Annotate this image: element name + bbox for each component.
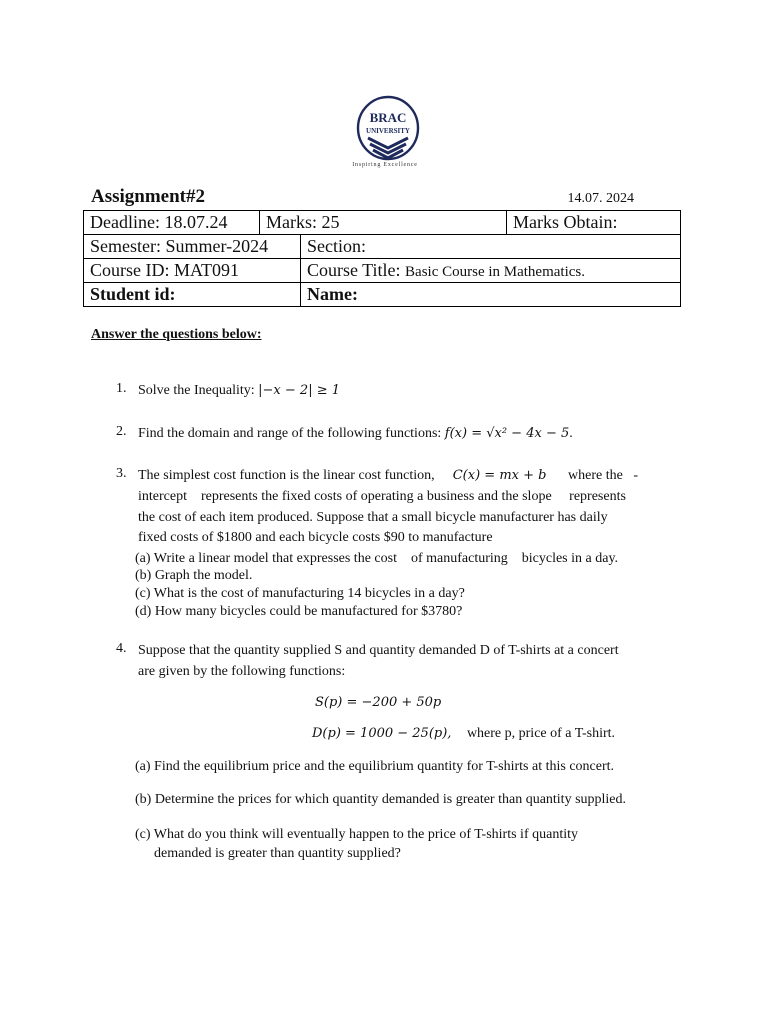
course-id-cell: Course ID: MAT091 <box>84 259 301 283</box>
course-title-cell <box>301 259 681 283</box>
semester-cell: Semester: Summer-2024 <box>84 235 301 259</box>
marks-cell: Marks: 25 <box>260 211 507 235</box>
question-4-line-2: are given by the following functions: <box>138 663 346 679</box>
logo-text-brac: BRAC <box>369 110 407 125</box>
table-row <box>84 211 681 235</box>
question-2 <box>138 424 638 445</box>
logo-emblem-icon <box>340 92 436 170</box>
question-4-line-1: Suppose that the quantity supplied S and quantity demanded D of T-shirts at a concert <box>138 643 619 658</box>
assignment-info-table <box>83 210 681 307</box>
question-1-math: |−x − 2| ≥ 1 <box>258 383 340 398</box>
question-1-number: 1. <box>116 381 127 396</box>
course-title-value: Basic Course in Mathematics. <box>405 264 585 280</box>
question-3-line-2: intercept represents the fixed costs of operating a business and the slope represents <box>138 488 626 504</box>
logo-text-university: UNIVERSITY <box>366 127 410 135</box>
question-3 <box>138 466 638 549</box>
question-3-part-b: (b) Graph the model. <box>135 568 253 583</box>
table-row <box>84 283 681 307</box>
question-3-line-1-b: where the - <box>564 468 638 483</box>
marks-obtain-cell: Marks Obtain: <box>507 211 681 235</box>
table-row <box>84 235 681 259</box>
demand-equation <box>312 726 615 742</box>
question-4 <box>138 641 638 683</box>
assignment-date: 14.07. 2024 <box>567 191 634 206</box>
course-title-label: Course Title: <box>307 260 406 280</box>
question-4-part-c: (c) What do you think will eventually happen to the price of T-shirts if quantity <box>135 827 578 842</box>
question-3-part-c: (c) What is the cost of manufacturing 14 bicycles in a day? <box>135 586 465 601</box>
logo-tagline: Inspiring Excellence <box>352 162 418 168</box>
question-3-line-3: the cost of each item produced. Suppose that a small bicycle manufacturer has daily <box>138 509 608 525</box>
demand-equation-math: D(p) = 1000 − 25(p), <box>312 726 452 741</box>
question-4-part-b: (b) Determine the prices for which quantity demanded is greater than quantity supplied. <box>135 792 627 807</box>
question-3-part-a: (a) Write a linear model that expresses the cost of manufacturing bicycles in a day. <box>135 551 619 566</box>
demand-equation-note: where p, price of a T-shirt. <box>466 726 616 741</box>
question-3-number: 3. <box>116 466 127 481</box>
question-2-end: . <box>569 426 573 441</box>
question-3-part-d: (d) How many bicycles could be manufactured for $3780? <box>135 604 463 619</box>
supply-equation <box>315 695 441 711</box>
question-4-part-c-cont: demanded is greater than quantity supplied? <box>154 846 401 861</box>
supply-equation-math: S(p) = −200 + 50p <box>315 695 442 710</box>
question-3-line-4: fixed costs of $1800 and each bicycle costs $90 to manufacture <box>138 530 493 546</box>
brac-university-logo <box>340 92 436 172</box>
question-2-number: 2. <box>116 424 127 439</box>
question-3-line-1-a: The simplest cost function is the linear cost function, <box>138 468 435 483</box>
instructions-heading: Answer the questions below: <box>91 327 262 342</box>
question-1 <box>138 381 638 402</box>
question-4-number: 4. <box>116 641 127 656</box>
section-cell: Section: <box>301 235 681 259</box>
name-cell: Name: <box>301 283 681 307</box>
assignment-title: Assignment#2 <box>91 186 206 207</box>
question-1-text: Solve the Inequality: <box>138 383 259 398</box>
deadline-cell: Deadline: 18.07.24 <box>84 211 260 235</box>
question-2-math: f(x) = √x² − 4x − 5 <box>444 426 570 441</box>
question-2-text: Find the domain and range of the following functions: <box>138 426 445 441</box>
question-3-line-1 <box>138 466 638 487</box>
student-id-cell: Student id: <box>84 283 301 307</box>
question-3-math: C(x) = mx + b <box>452 468 547 483</box>
table-row <box>84 259 681 283</box>
question-4-part-a: (a) Find the equilibrium price and the equilibrium quantity for T-shirts at this concert. <box>135 759 615 774</box>
